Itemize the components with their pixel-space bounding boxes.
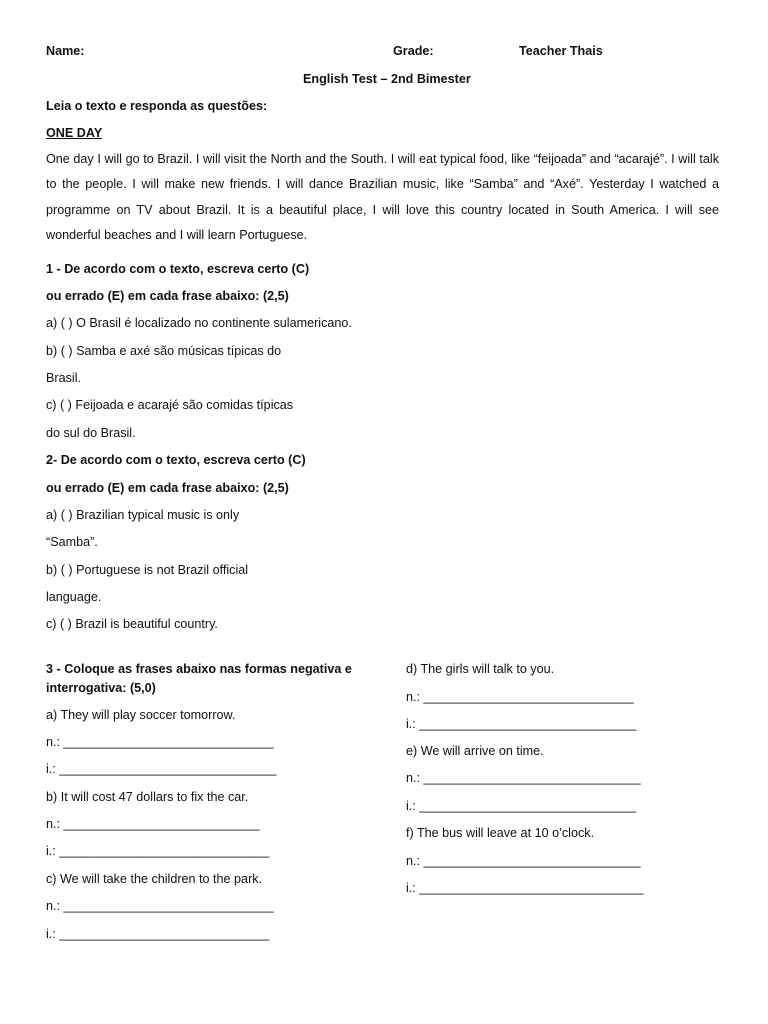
test-title: English Test – 2nd Bimester [303, 72, 471, 86]
q3-b-negative-line[interactable]: n.: ____________________________ [46, 817, 260, 831]
q3-heading-line1: 3 - Coloque as frases abaixo nas formas negativa e [46, 662, 352, 676]
q1-item-b-cont: Brasil. [46, 371, 81, 385]
q2-item-b: b) ( ) Portuguese is not Brazil official [46, 563, 249, 577]
q2-item-b-cont: language. [46, 590, 102, 604]
q3-item-b: b) It will cost 47 dollars to fix the car. [46, 790, 249, 804]
teacher-name: Teacher Thais [519, 44, 603, 58]
q1-heading-line1: 1 - De acordo com o texto, escreva certo (C) [46, 262, 310, 276]
story-paragraph: One day I will go to Brazil. I will visit the North and the South. I will eat typical food, like “feijoada” and “acarajé”. I will talk to the people. I will make new friends. I will dance Brazilian music, like “Samba” and “Axé”. Yesterday I watched a programme on TV about Brazil. It is a beautiful place, I will love this country located in South America. I will see wonderful beaches and I will learn Portuguese. [46, 152, 719, 242]
q3-b-interrogative-line[interactable]: i.: ______________________________ [46, 844, 270, 858]
q2-item-a: a) ( ) Brazilian typical music is only [46, 508, 240, 522]
q3-a-negative-line[interactable]: n.: ______________________________ [46, 735, 274, 749]
name-label: Name: [46, 44, 85, 58]
q3-item-d: d) The girls will talk to you. [406, 662, 555, 676]
q3-d-negative-line[interactable]: n.: ______________________________ [406, 690, 634, 704]
q3-heading-line2: interrogativa: (5,0) [46, 681, 156, 695]
q3-c-interrogative-line[interactable]: i.: ______________________________ [46, 927, 270, 941]
story-title: ONE DAY [46, 126, 103, 140]
q3-e-interrogative-line[interactable]: i.: _______________________________ [406, 799, 637, 813]
instruction: Leia o texto e responda as questões: [46, 99, 268, 113]
q3-item-e: e) We will arrive on time. [406, 744, 544, 758]
q1-item-b: b) ( ) Samba e axé são músicas típicas do [46, 344, 282, 358]
q1-item-c: c) ( ) Feijoada e acarajé são comidas típicas [46, 398, 294, 412]
q3-f-interrogative-line[interactable]: i.: ________________________________ [406, 881, 644, 895]
q1-heading-line2: ou errado (E) em cada frase abaixo: (2,5) [46, 289, 289, 303]
q3-item-f: f) The bus will leave at 10 o’clock. [406, 826, 595, 840]
grade-label: Grade: [393, 44, 434, 58]
q2-item-c: c) ( ) Brazil is beautiful country. [46, 617, 218, 631]
q3-a-interrogative-line[interactable]: i.: _______________________________ [46, 762, 277, 776]
q3-item-c: c) We will take the children to the park. [46, 872, 263, 886]
q2-heading-line2: ou errado (E) em cada frase abaixo: (2,5) [46, 481, 289, 495]
q2-item-a-cont: “Samba”. [46, 535, 98, 549]
q3-f-negative-line[interactable]: n.: _______________________________ [406, 854, 641, 868]
q1-item-c-cont: do sul do Brasil. [46, 426, 136, 440]
q3-e-negative-line[interactable]: n.: _______________________________ [406, 771, 641, 785]
q1-item-a: a) ( ) O Brasil é localizado no continente sulamericano. [46, 316, 352, 330]
q3-c-negative-line[interactable]: n.: ______________________________ [46, 899, 274, 913]
q3-d-interrogative-line[interactable]: i.: _______________________________ [406, 717, 637, 731]
q3-item-a: a) They will play soccer tomorrow. [46, 708, 236, 722]
q2-heading-line1: 2- De acordo com o texto, escreva certo (C) [46, 453, 306, 467]
